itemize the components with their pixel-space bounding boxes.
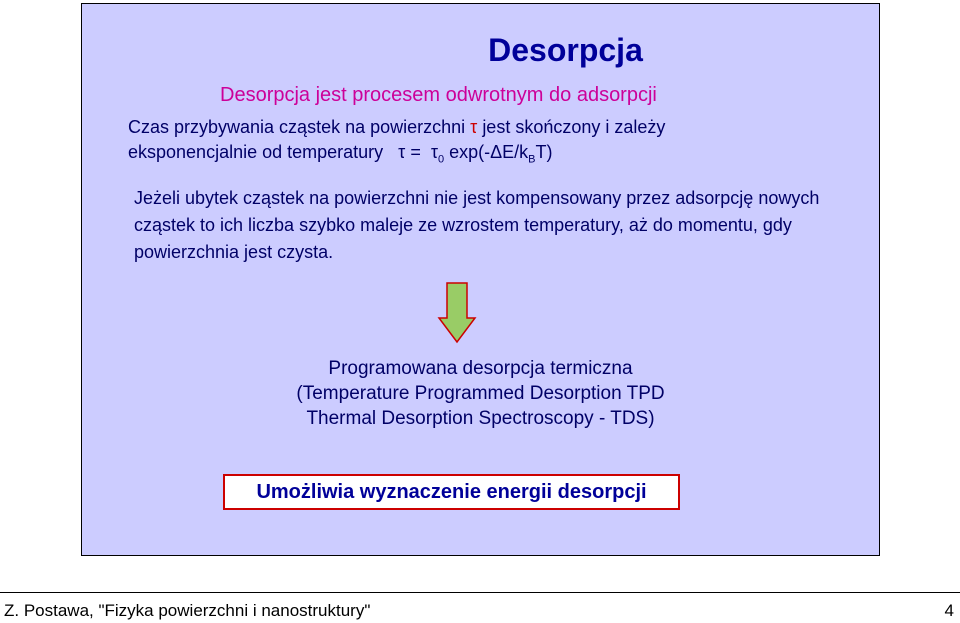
formula-eq: = <box>410 142 421 162</box>
formula-tau0: τ <box>430 142 438 162</box>
center-line-2: (Temperature Programmed Desorption TPD <box>296 383 665 404</box>
formula-sub0: 0 <box>437 153 445 166</box>
tpd-description <box>82 356 879 431</box>
line-2 <box>128 142 553 166</box>
formula-tau: τ <box>398 142 406 162</box>
footer-source: Z. Postawa, "Fizyka powierzchni i nanostruktury" <box>4 601 371 620</box>
line-1 <box>128 117 665 138</box>
formula-exp: exp(- <box>449 142 491 162</box>
formula-end: T) <box>535 142 553 162</box>
formula-delta: Δ <box>490 142 503 162</box>
paragraph: Jeżeli ubytek cząstek na powierzchni nie jest kompensowany przez adsorpcję nowych cząstek to ich liczba szybko maleje ze wzrostem temperatury, aż do momentu, gdy powierzchnia jest czysta. <box>134 188 820 262</box>
down-arrow-icon <box>437 282 477 344</box>
formula-subB: B <box>528 153 536 166</box>
center-line-3: Thermal Desorption Spectroscopy - TDS) <box>306 408 655 429</box>
line-1-text-b: jest skończony i zależy <box>482 117 666 137</box>
center-line-1: Programowana desorpcja termiczna <box>328 358 633 379</box>
page-number: 4 <box>944 601 954 620</box>
line-2-text: eksponencjalnie od temperatury <box>128 142 384 162</box>
highlight-box: Umożliwia wyznaczenie energii desorpcji <box>223 474 680 510</box>
formula-ek: E/k <box>502 142 529 162</box>
slide-panel <box>81 3 880 556</box>
slide-title: Desorpcja <box>488 32 643 68</box>
formula <box>398 142 553 166</box>
line-1-text-a: Czas przybywania cząstek na powierzchni <box>128 117 466 137</box>
slide-subtitle: Desorpcja jest procesem odwrotnym do adsorpcji <box>220 84 657 106</box>
footer-divider <box>0 592 960 593</box>
tau-symbol: τ <box>470 117 478 137</box>
